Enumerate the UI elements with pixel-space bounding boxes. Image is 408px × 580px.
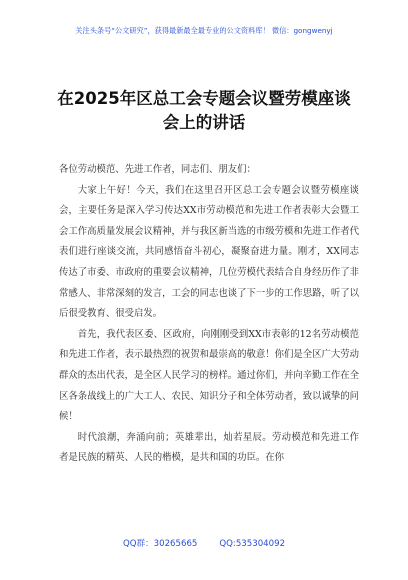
body-paragraph: 时代浪潮，奔涌向前；英雄辈出，灿若星辰。劳动模范和先进工作者是民族的精英、人民的楷模，是共和国的功臣。在你 — [59, 431, 359, 464]
footer-qq: QQ:535304092 — [219, 539, 286, 549]
body-paragraph: 大家上午好！今天，我们在这里召开区总工会专题会议暨劳模座谈会，主要任务是深入学习传达XX市劳动模范和先进工作者表彰大会暨工会工作高质量发展会议精神，并与我区新当选的市级劳模和先进工作者代表们进行座谈交流，共同感悟奋斗初心，凝聚奋进力量。刚才，XX同志传达了市委、市政府的重要会议精神，几位劳模代表结合自身经历作了非常感人、非常深刻的发言，工会的同志也谈了下一步的工作思路，听了以后很受教育、很受启发。 — [59, 184, 360, 320]
page-footer — [0, 537, 408, 549]
document-title: 在2025年区总工会专题会议暨劳模座谈会上的讲话 — [57, 89, 351, 132]
body-paragraph: 首先，我代表区委、区政府，向刚刚受到XX市表彰的12名劳动模范和先进工作者，表示最热烈的祝贺和最崇高的敬意！你们是全区广大劳动群众的杰出代表，是全区人民学习的榜样。通过你们，并向辛勤工作在全区各条战线上的广大工人、农民、知识分子和全体劳动者，致以诚挚的问候！ — [59, 328, 360, 423]
salutation: 各位劳动模范、先进工作者，同志们、朋友们： — [59, 164, 256, 175]
header-promo-note: 关注头条号“公文研究”，获得最新最全最专业的公文资料库！ 微信：gongwenyj — [75, 26, 333, 35]
footer-qq-group: QQ群：30265665 — [122, 539, 198, 549]
document-body — [59, 160, 359, 469]
